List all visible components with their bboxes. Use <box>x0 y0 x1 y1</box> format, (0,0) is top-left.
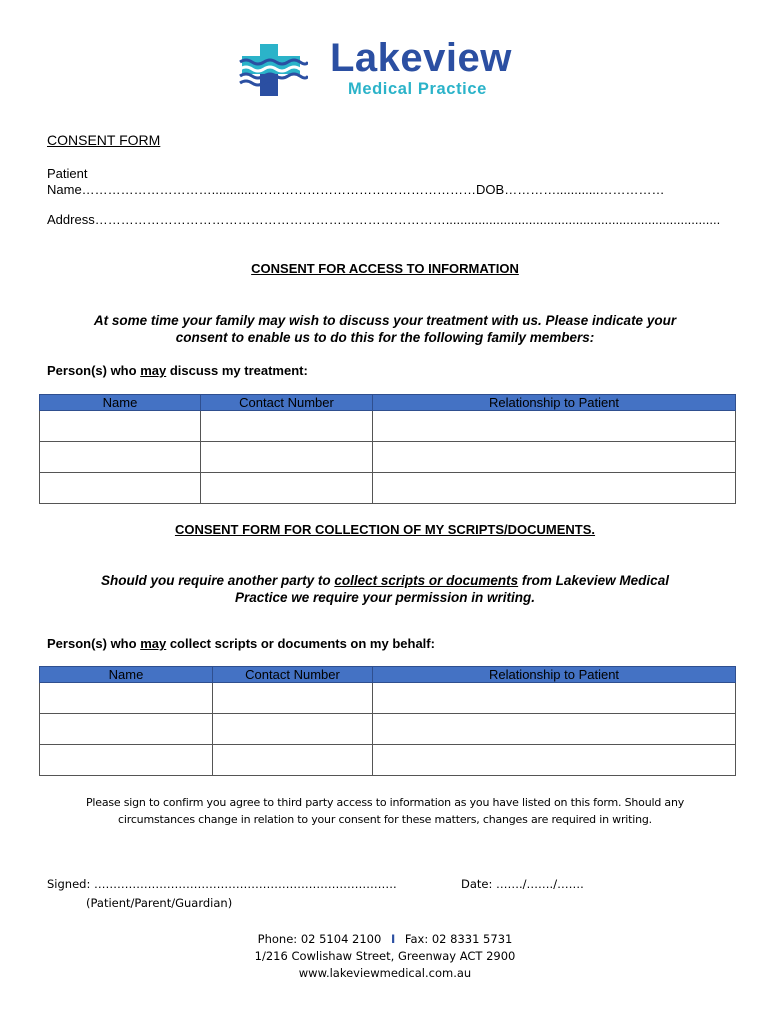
access-col-relationship: Relationship to Patient <box>373 395 736 411</box>
signed-role: (Patient/Parent/Guardian) <box>86 896 233 910</box>
access-col-name: Name <box>40 395 201 411</box>
name-dob-line[interactable]: Name…………………………............……………………………………………DOB…………............…………… <box>47 182 665 197</box>
footer-website[interactable]: www.lakeviewmedical.com.au <box>298 966 472 980</box>
access-cell-contact[interactable] <box>201 442 373 473</box>
access-table <box>39 394 736 504</box>
persons-discuss-label <box>47 363 308 378</box>
table-row <box>40 411 736 442</box>
footer-separator: I <box>390 932 396 946</box>
collection-table <box>39 666 736 776</box>
logo-wordmark <box>330 38 512 99</box>
collection-cell-contact[interactable] <box>213 683 373 714</box>
access-cell-name[interactable] <box>40 442 201 473</box>
table-row <box>40 714 736 745</box>
table-row <box>40 473 736 504</box>
footer-fax: Fax: 02 8331 5731 <box>404 932 513 946</box>
collection-cell-relationship[interactable] <box>373 745 736 776</box>
access-cell-relationship[interactable] <box>373 473 736 504</box>
collection-cell-contact[interactable] <box>213 745 373 776</box>
table-row <box>40 683 736 714</box>
persons-discuss-post: discuss my treatment: <box>166 363 308 378</box>
collection-cell-contact[interactable] <box>213 714 373 745</box>
consent-note-line1: Please sign to confirm you agree to third party access to information as you have listed on this form. Should any <box>85 796 685 809</box>
section-collection-heading: CONSENT FORM FOR COLLECTION OF MY SCRIPTS/DOCUMENTS. <box>174 522 596 537</box>
access-cell-name[interactable] <box>40 411 201 442</box>
access-cell-name[interactable] <box>40 473 201 504</box>
signed-line[interactable]: Signed: ……………………………………………………………………. <box>47 877 397 891</box>
patient-label: Patient <box>47 166 88 181</box>
logo <box>238 42 308 98</box>
persons-collect-pre: Person(s) who <box>47 636 141 651</box>
section-access-heading: CONSENT FOR ACCESS TO INFORMATION <box>251 261 519 276</box>
form-title: CONSENT FORM <box>47 132 161 148</box>
collection-intro-post: from Lakeview Medical <box>518 573 669 588</box>
section-collection-intro-line1 <box>0 572 770 589</box>
persons-discuss-may: may <box>140 363 167 378</box>
logo-name: Lakeview <box>330 36 512 80</box>
collection-col-contact: Contact Number <box>213 667 373 683</box>
consent-note <box>0 794 770 828</box>
collection-col-relationship: Relationship to Patient <box>373 667 736 683</box>
collection-cell-relationship[interactable] <box>373 714 736 745</box>
access-cell-relationship[interactable] <box>373 442 736 473</box>
section-access-intro <box>0 312 770 346</box>
access-cell-contact[interactable] <box>201 411 373 442</box>
collection-cell-relationship[interactable] <box>373 683 736 714</box>
section-access-intro-line1: At some time your family may wish to discuss your treatment with us. Please indicate your <box>93 313 677 328</box>
table-row <box>40 442 736 473</box>
section-access-intro-line2: consent to enable us to do this for the following family members: <box>175 330 595 345</box>
access-cell-relationship[interactable] <box>373 411 736 442</box>
table-row <box>40 745 736 776</box>
persons-collect-may: may <box>140 636 167 651</box>
footer-phone: Phone: 02 5104 2100 <box>257 932 382 946</box>
collection-cell-name[interactable] <box>40 745 213 776</box>
medical-cross-waves-icon <box>238 42 308 98</box>
section-collection-intro-line2: Practice we require your permission in writing. <box>234 590 536 605</box>
footer-contact <box>0 932 770 946</box>
consent-note-line2: circumstances change in relation to your consent for these matters, changes are required in writing. <box>118 813 652 826</box>
access-cell-contact[interactable] <box>201 473 373 504</box>
persons-collect-post: collect scripts or documents on my behalf: <box>166 636 435 651</box>
address-line[interactable]: Address………………………………………………………………………............................................................................ <box>47 212 721 227</box>
access-col-contact: Contact Number <box>201 395 373 411</box>
persons-discuss-pre: Person(s) who <box>47 363 141 378</box>
date-line[interactable]: Date: ……./……./……. <box>461 877 584 891</box>
persons-collect-label <box>47 636 435 651</box>
collection-col-name: Name <box>40 667 213 683</box>
footer-address: 1/216 Cowlishaw Street, Greenway ACT 2900 <box>254 949 516 963</box>
logo-subtitle: Medical Practice <box>348 80 487 98</box>
collection-cell-name[interactable] <box>40 714 213 745</box>
section-collection-intro <box>0 572 770 606</box>
collection-cell-name[interactable] <box>40 683 213 714</box>
collection-intro-pre: Should you require another party to <box>101 573 335 588</box>
collection-intro-underlined: collect scripts or documents <box>334 573 519 588</box>
